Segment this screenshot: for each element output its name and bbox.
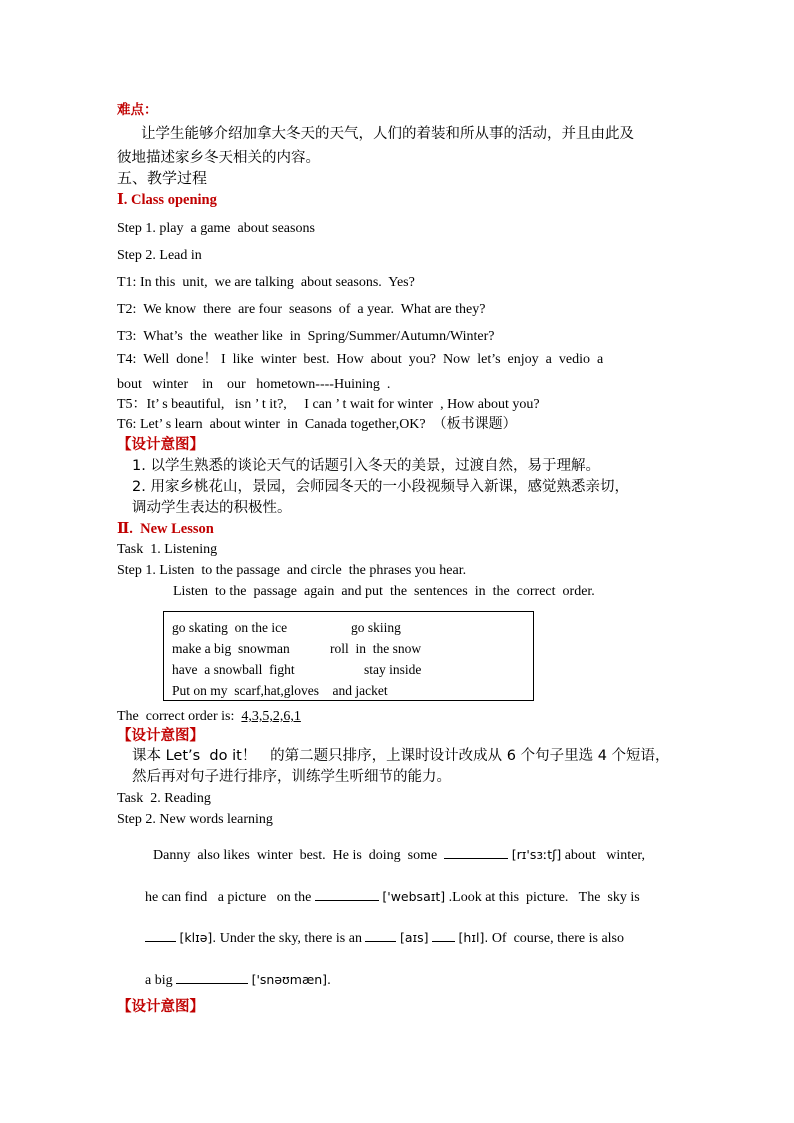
answer-blank[interactable] — [444, 844, 508, 859]
section-heading: 五、教学过程 — [117, 169, 208, 187]
phonetic: ['websaɪt] — [382, 889, 446, 904]
phrase-item: have a snowball fight — [172, 662, 295, 677]
correct-order-label: The correct order is: — [117, 709, 242, 724]
part1-title: Ⅰ. Class opening — [117, 192, 217, 208]
design-intent-3-cont: 然后再对句子进行排序，训练学生听细节的能力。 — [132, 769, 451, 785]
difficulty-text-cont: 彼地描述家乡冬天相关的内容。 — [117, 150, 320, 166]
phrase-item: go skating on the ice — [172, 620, 288, 635]
part1-step2: Step 2. Lead in — [117, 248, 202, 263]
phrase-item: stay inside — [364, 662, 422, 677]
fill-text: Of course, there is also — [491, 931, 624, 946]
fill-line-1 — [153, 844, 645, 865]
design-intent-2: 2. 用家乡桃花山，景园，会师园冬天的一小段视频导入新课，感觉熟悉亲切， — [132, 479, 629, 495]
design-intent-2-cont: 调动学生表达的积极性。 — [132, 500, 292, 516]
design-intent-label-2: 【设计意图】 — [117, 728, 204, 744]
part2-title: Ⅱ. New Lesson — [117, 521, 214, 537]
answer-blank[interactable] — [176, 969, 248, 984]
phrase-item: make a big snowman — [172, 641, 290, 656]
dialogue-t5: T5：It’ s beautiful, isn ’ t it?, I can ’ t wait for winter , How about you? — [117, 397, 540, 412]
answer-blank[interactable] — [315, 886, 379, 901]
listening-step1-b: Listen to the passage again and put the sentences in the correct order. — [173, 584, 595, 599]
task1-title: Task 1. Listening — [117, 542, 218, 557]
phrases-box — [163, 611, 534, 701]
fill-text: Under the sky, there is an — [219, 931, 362, 946]
fill-text: .Look at this picture. The sky is — [448, 890, 640, 905]
phonetic: ['snəʊmæn]. — [251, 972, 331, 987]
design-intent-1: 1. 以学生熟悉的谈论天气的话题引入冬天的美景，过渡自然，易于理解。 — [132, 458, 600, 474]
answer-blank[interactable] — [145, 927, 176, 942]
difficulty-text: 让学生能够介绍加拿大冬天的天气，人们的着装和所从事的活动，并且由此及 — [141, 126, 634, 142]
phonetic: [rɪ'sɜːtʃ] — [511, 847, 562, 862]
phonetic: [klɪə]. — [179, 930, 217, 945]
fill-line-2 — [145, 886, 640, 907]
difficulty-label: 难点： — [117, 102, 158, 118]
design-intent-label-3: 【设计意图】 — [117, 999, 204, 1015]
phrase-item: roll in the snow — [330, 641, 422, 656]
phrase-item: go skiing — [351, 620, 401, 635]
listening-step1: Step 1. Listen to the passage and circle the phrases you hear. — [117, 563, 467, 578]
dialogue-t2: T2: We know there are four seasons of a year. What are they? — [117, 302, 486, 317]
fill-text: he can find a picture on the — [145, 890, 312, 905]
dialogue-t3: T3: What’s the weather like in Spring/Summer/Autumn/Winter? — [117, 329, 495, 344]
answer-blank[interactable] — [365, 927, 396, 942]
phonetic: [aɪs] — [399, 930, 429, 945]
answer-blank[interactable] — [432, 927, 455, 942]
fill-text: a big — [145, 973, 173, 988]
correct-order-value: 4,3,5,2,6,1 — [241, 709, 301, 724]
phonetic: [hɪl]. — [458, 930, 489, 945]
fill-line-3 — [145, 927, 624, 948]
correct-order — [117, 708, 301, 726]
dialogue-t6: T6: Let’ s learn about winter in Canada together,OK? （板书课题） — [117, 417, 517, 432]
dialogue-t1: T1: In this unit, we are talking about seasons. Yes? — [117, 275, 415, 290]
design-intent-label-1: 【设计意图】 — [117, 437, 204, 453]
reading-step2: Step 2. New words learning — [117, 812, 273, 827]
dialogue-t4-cont: bout winter in our hometown----Huining . — [117, 377, 391, 392]
fill-line-4 — [145, 969, 331, 990]
part1-step1: Step 1. play a game about seasons — [117, 221, 315, 236]
phrase-item: Put on my scarf,hat,gloves and jacket — [172, 683, 388, 698]
fill-text: Danny also likes winter best. He is doing some — [153, 848, 438, 863]
design-intent-3: 课本 Let’s do it！ 的第二题只排序，上课时设计改成从 6 个句子里选 4 个短语， — [132, 748, 670, 764]
dialogue-t4: T4: Well done！ I like winter best. How about you? Now let’s enjoy a vedio a — [117, 352, 604, 367]
fill-text: about winter, — [564, 848, 646, 863]
task2-title: Task 2. Reading — [117, 791, 211, 806]
